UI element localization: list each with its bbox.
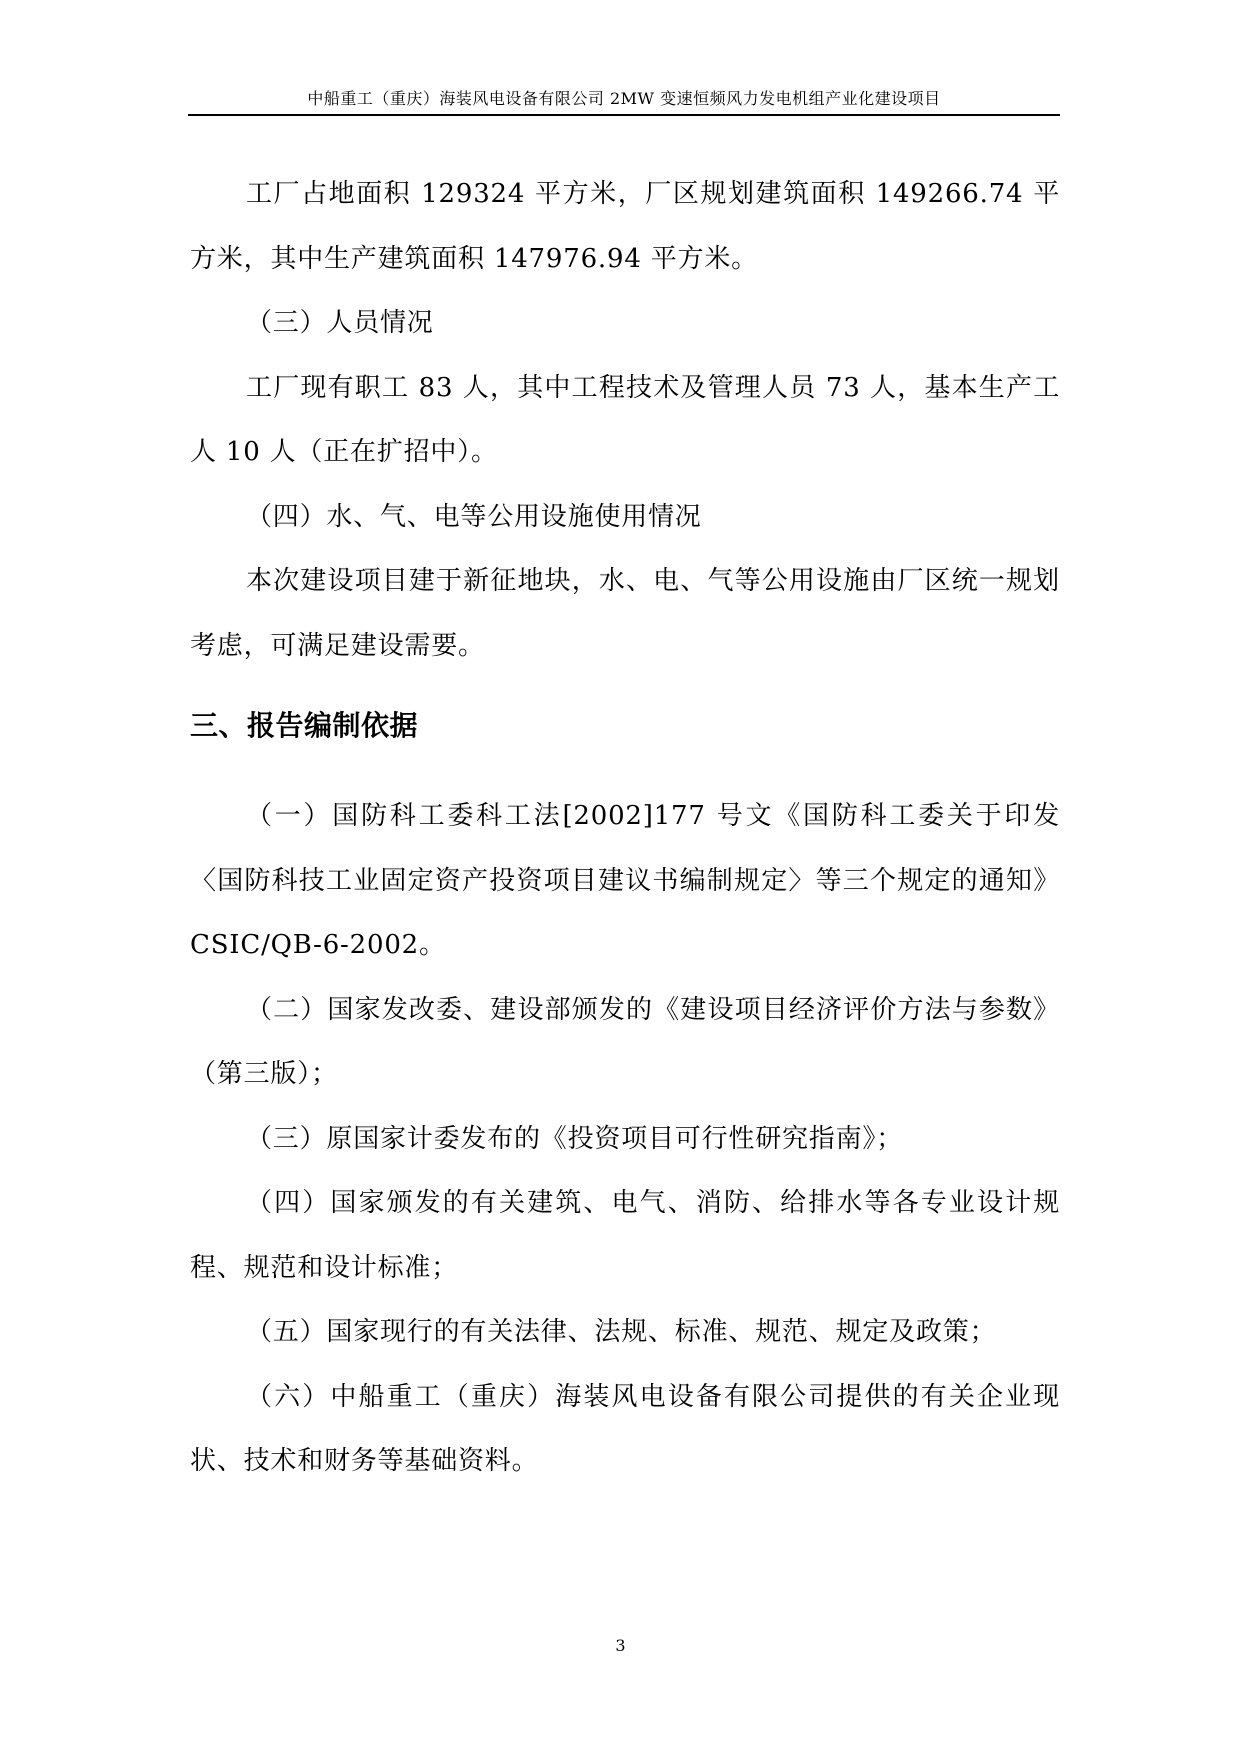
paragraph-personnel: 工厂现有职工 83 人，其中工程技术及管理人员 73 人，基本生产工人 10 人（正在扩招中）。	[190, 372, 1060, 467]
basis-item-4: （四）国家颁发的有关建筑、电气、消防、给排水等各专业设计规程、规范和设计标准；	[190, 1188, 1060, 1283]
subheading-utilities: （四）水、气、电等公用设施使用情况	[246, 501, 702, 532]
document-body	[190, 162, 1060, 1494]
basis-item-3: （三）原国家计委发布的《投资项目可行性研究指南》；	[246, 1123, 904, 1154]
header-rule	[188, 114, 1060, 116]
basis-item-1: （一）国防科工委科工法[2002]177 号文《国防科工委关于印发〈国防科技工业固定资产投资项目建议书编制规定〉等三个规定的通知》CSIC/QB-6-2002。	[190, 801, 1060, 960]
section-heading-report-basis: 三、报告编制依据	[190, 709, 419, 742]
page-header-title: 中船重工（重庆）海装风电设备有限公司 2MW 变速恒频风力发电机组产业化建设项目	[307, 89, 941, 108]
paragraph-utilities: 本次建设项目建于新征地块，水、电、气等公用设施由厂区统一规划考虑，可满足建设需要。	[190, 566, 1060, 661]
page-number: 3	[615, 1636, 626, 1655]
paragraph-factory-area: 工厂占地面积 129324 平方米，厂区规划建筑面积 149266.74 平方米，其中生产建筑面积 147976.94 平方米。	[190, 179, 1060, 274]
basis-item-5: （五）国家现行的有关法律、法规、标准、规范、规定及政策；	[246, 1317, 997, 1347]
basis-item-2: （二）国家发改委、建设部颁发的《建设项目经济评价方法与参数》（第三版）；	[190, 994, 1060, 1089]
subheading-personnel: （三）人员情况	[246, 308, 434, 338]
basis-item-6: （六）中船重工（重庆）海装风电设备有限公司提供的有关企业现状、技术和财务等基础资料。	[190, 1381, 1060, 1476]
